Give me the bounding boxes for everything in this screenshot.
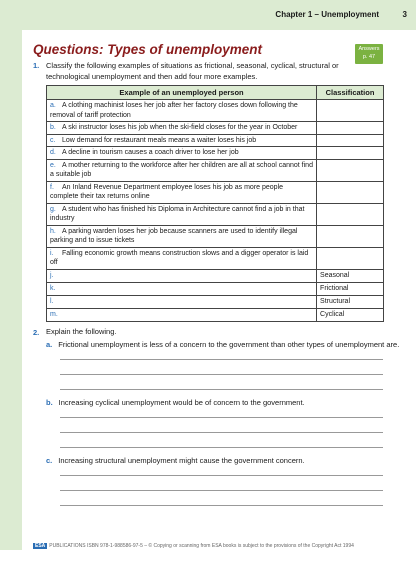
- example-cell: [47, 147, 317, 160]
- part-letter: a.: [46, 340, 53, 349]
- table-row: [47, 122, 384, 135]
- classification-cell[interactable]: [317, 147, 384, 160]
- table-row: [47, 100, 384, 122]
- example-cell: [47, 247, 317, 269]
- question-2-text: Explain the following.: [46, 327, 117, 336]
- part-text: Increasing cyclical unemployment would be of concern to the government.: [58, 398, 305, 407]
- classification-cell: Seasonal: [317, 269, 384, 282]
- question-1-number: 1.: [33, 61, 40, 70]
- example-text: A parking warden loses her job because scanners are used to identify illegal parking and to issue tickets: [50, 227, 298, 244]
- answers-badge[interactable]: [355, 44, 383, 64]
- example-cell[interactable]: [47, 308, 317, 321]
- part-text: Frictional unemployment is less of a concern to the government than other types of unemployment are.: [58, 340, 400, 349]
- header-bar: [0, 0, 416, 30]
- table-row: [47, 134, 384, 147]
- classification-cell[interactable]: [317, 122, 384, 135]
- table-header-row: [47, 86, 384, 100]
- classification-cell: Structural: [317, 295, 384, 308]
- answers-badge-label: Answers: [358, 46, 380, 52]
- classification-cell[interactable]: [317, 100, 384, 122]
- row-letter: j.: [50, 271, 54, 279]
- footer-copyright: © Copying or scanning from ESA books is subject to the provisions of the Copyright Act 1994: [148, 543, 354, 549]
- classification-cell[interactable]: [317, 134, 384, 147]
- classification-cell[interactable]: [317, 159, 384, 181]
- example-cell[interactable]: [47, 269, 317, 282]
- chapter-title: Chapter 1 – Unemployment: [275, 10, 379, 19]
- left-margin-bar: [0, 30, 22, 550]
- classification-table: [46, 85, 384, 322]
- row-letter: m.: [50, 310, 58, 318]
- example-text: A clothing machinist loses her job after her factory closes down following the removal of tariff protection: [50, 102, 298, 119]
- example-text: Low demand for restaurant meals means a waiter loses his job: [62, 136, 257, 144]
- footer-publications: PUBLICATIONS: [49, 543, 86, 549]
- row-letter: d.: [50, 149, 56, 156]
- classification-cell[interactable]: [317, 181, 384, 203]
- example-cell: [47, 134, 317, 147]
- question-2c: [46, 456, 305, 465]
- row-letter: c.: [50, 136, 56, 144]
- table-row: [47, 282, 384, 295]
- row-letter: h.: [50, 227, 56, 235]
- table-row: [47, 203, 384, 225]
- example-cell: [47, 203, 317, 225]
- answer-line[interactable]: [60, 417, 383, 418]
- answer-line[interactable]: [60, 359, 383, 360]
- page-number: 3: [402, 10, 407, 19]
- table-row: [47, 308, 384, 321]
- answer-line[interactable]: [60, 447, 383, 448]
- answers-badge-page: p. 47: [362, 54, 376, 60]
- example-text: A decline in tourism causes a coach driver to lose her job: [62, 149, 239, 156]
- example-text: A mother returning to the workforce after her children are all at school cannot find a suitable job: [50, 161, 313, 178]
- esa-logo: ESA: [35, 543, 46, 549]
- header-classification: Classification: [317, 86, 384, 100]
- row-letter: b.: [50, 124, 56, 131]
- example-cell: [47, 100, 317, 122]
- example-text: A ski instructor loses his job when the ski-field closes for the year in October: [62, 124, 298, 131]
- part-text: Increasing structural unemployment might cause the government concern.: [58, 456, 305, 465]
- question-1-text: Classify the following examples of situations as frictional, seasonal, cyclical, structural or technological unemployment and then add four more examples.: [46, 61, 339, 81]
- example-cell: [47, 122, 317, 135]
- example-text: Falling economic growth means construction slows and a digger operator is laid off: [50, 249, 309, 266]
- example-cell[interactable]: [47, 295, 317, 308]
- example-cell: [47, 181, 317, 203]
- example-cell: [47, 225, 317, 247]
- footer-isbn: ISBN 978-1-988586-97-5: [86, 543, 143, 549]
- example-cell[interactable]: [47, 282, 317, 295]
- example-cell: [47, 159, 317, 181]
- row-letter: e.: [50, 161, 56, 169]
- answer-line[interactable]: [60, 432, 383, 433]
- answer-line[interactable]: [60, 475, 383, 476]
- answer-line[interactable]: [60, 505, 383, 506]
- row-letter: f.: [50, 183, 54, 191]
- row-letter: k.: [50, 284, 56, 292]
- row-letter: a.: [50, 102, 56, 109]
- table-row: [47, 159, 384, 181]
- table-row: [47, 295, 384, 308]
- answer-line[interactable]: [60, 374, 383, 375]
- example-text: An Inland Revenue Department employee loses his job as more people complete their tax returns online: [50, 183, 284, 200]
- table-row: [47, 147, 384, 160]
- classification-cell: Frictional: [317, 282, 384, 295]
- row-letter: l.: [50, 297, 54, 305]
- question-2-number: 2.: [33, 328, 40, 337]
- question-2b: [46, 398, 305, 407]
- classification-cell[interactable]: [317, 247, 384, 269]
- answer-line[interactable]: [60, 490, 383, 491]
- example-text: A student who has finished his Diploma in Architecture cannot find a job in that industry: [50, 205, 305, 222]
- header-example: Example of an unemployed person: [47, 86, 317, 100]
- page-title: Questions: Types of unemployment: [33, 42, 263, 57]
- part-letter: c.: [46, 456, 53, 465]
- row-letter: i.: [50, 249, 54, 257]
- classification-cell: Cyclical: [317, 308, 384, 321]
- classification-cell[interactable]: [317, 203, 384, 225]
- table-row: [47, 181, 384, 203]
- row-letter: g.: [50, 205, 56, 213]
- table-row: [47, 269, 384, 282]
- page-footer: ESA PUBLICATIONS ISBN 978-1-988586-97-5 – © Copying or scanning from ESA books is subject to the provisions of the Copyright Act 1994: [35, 543, 354, 549]
- answer-line[interactable]: [60, 389, 383, 390]
- classification-cell[interactable]: [317, 225, 384, 247]
- table-row: [47, 247, 384, 269]
- table-row: [47, 225, 384, 247]
- question-2a: [46, 340, 399, 349]
- part-letter: b.: [46, 398, 53, 407]
